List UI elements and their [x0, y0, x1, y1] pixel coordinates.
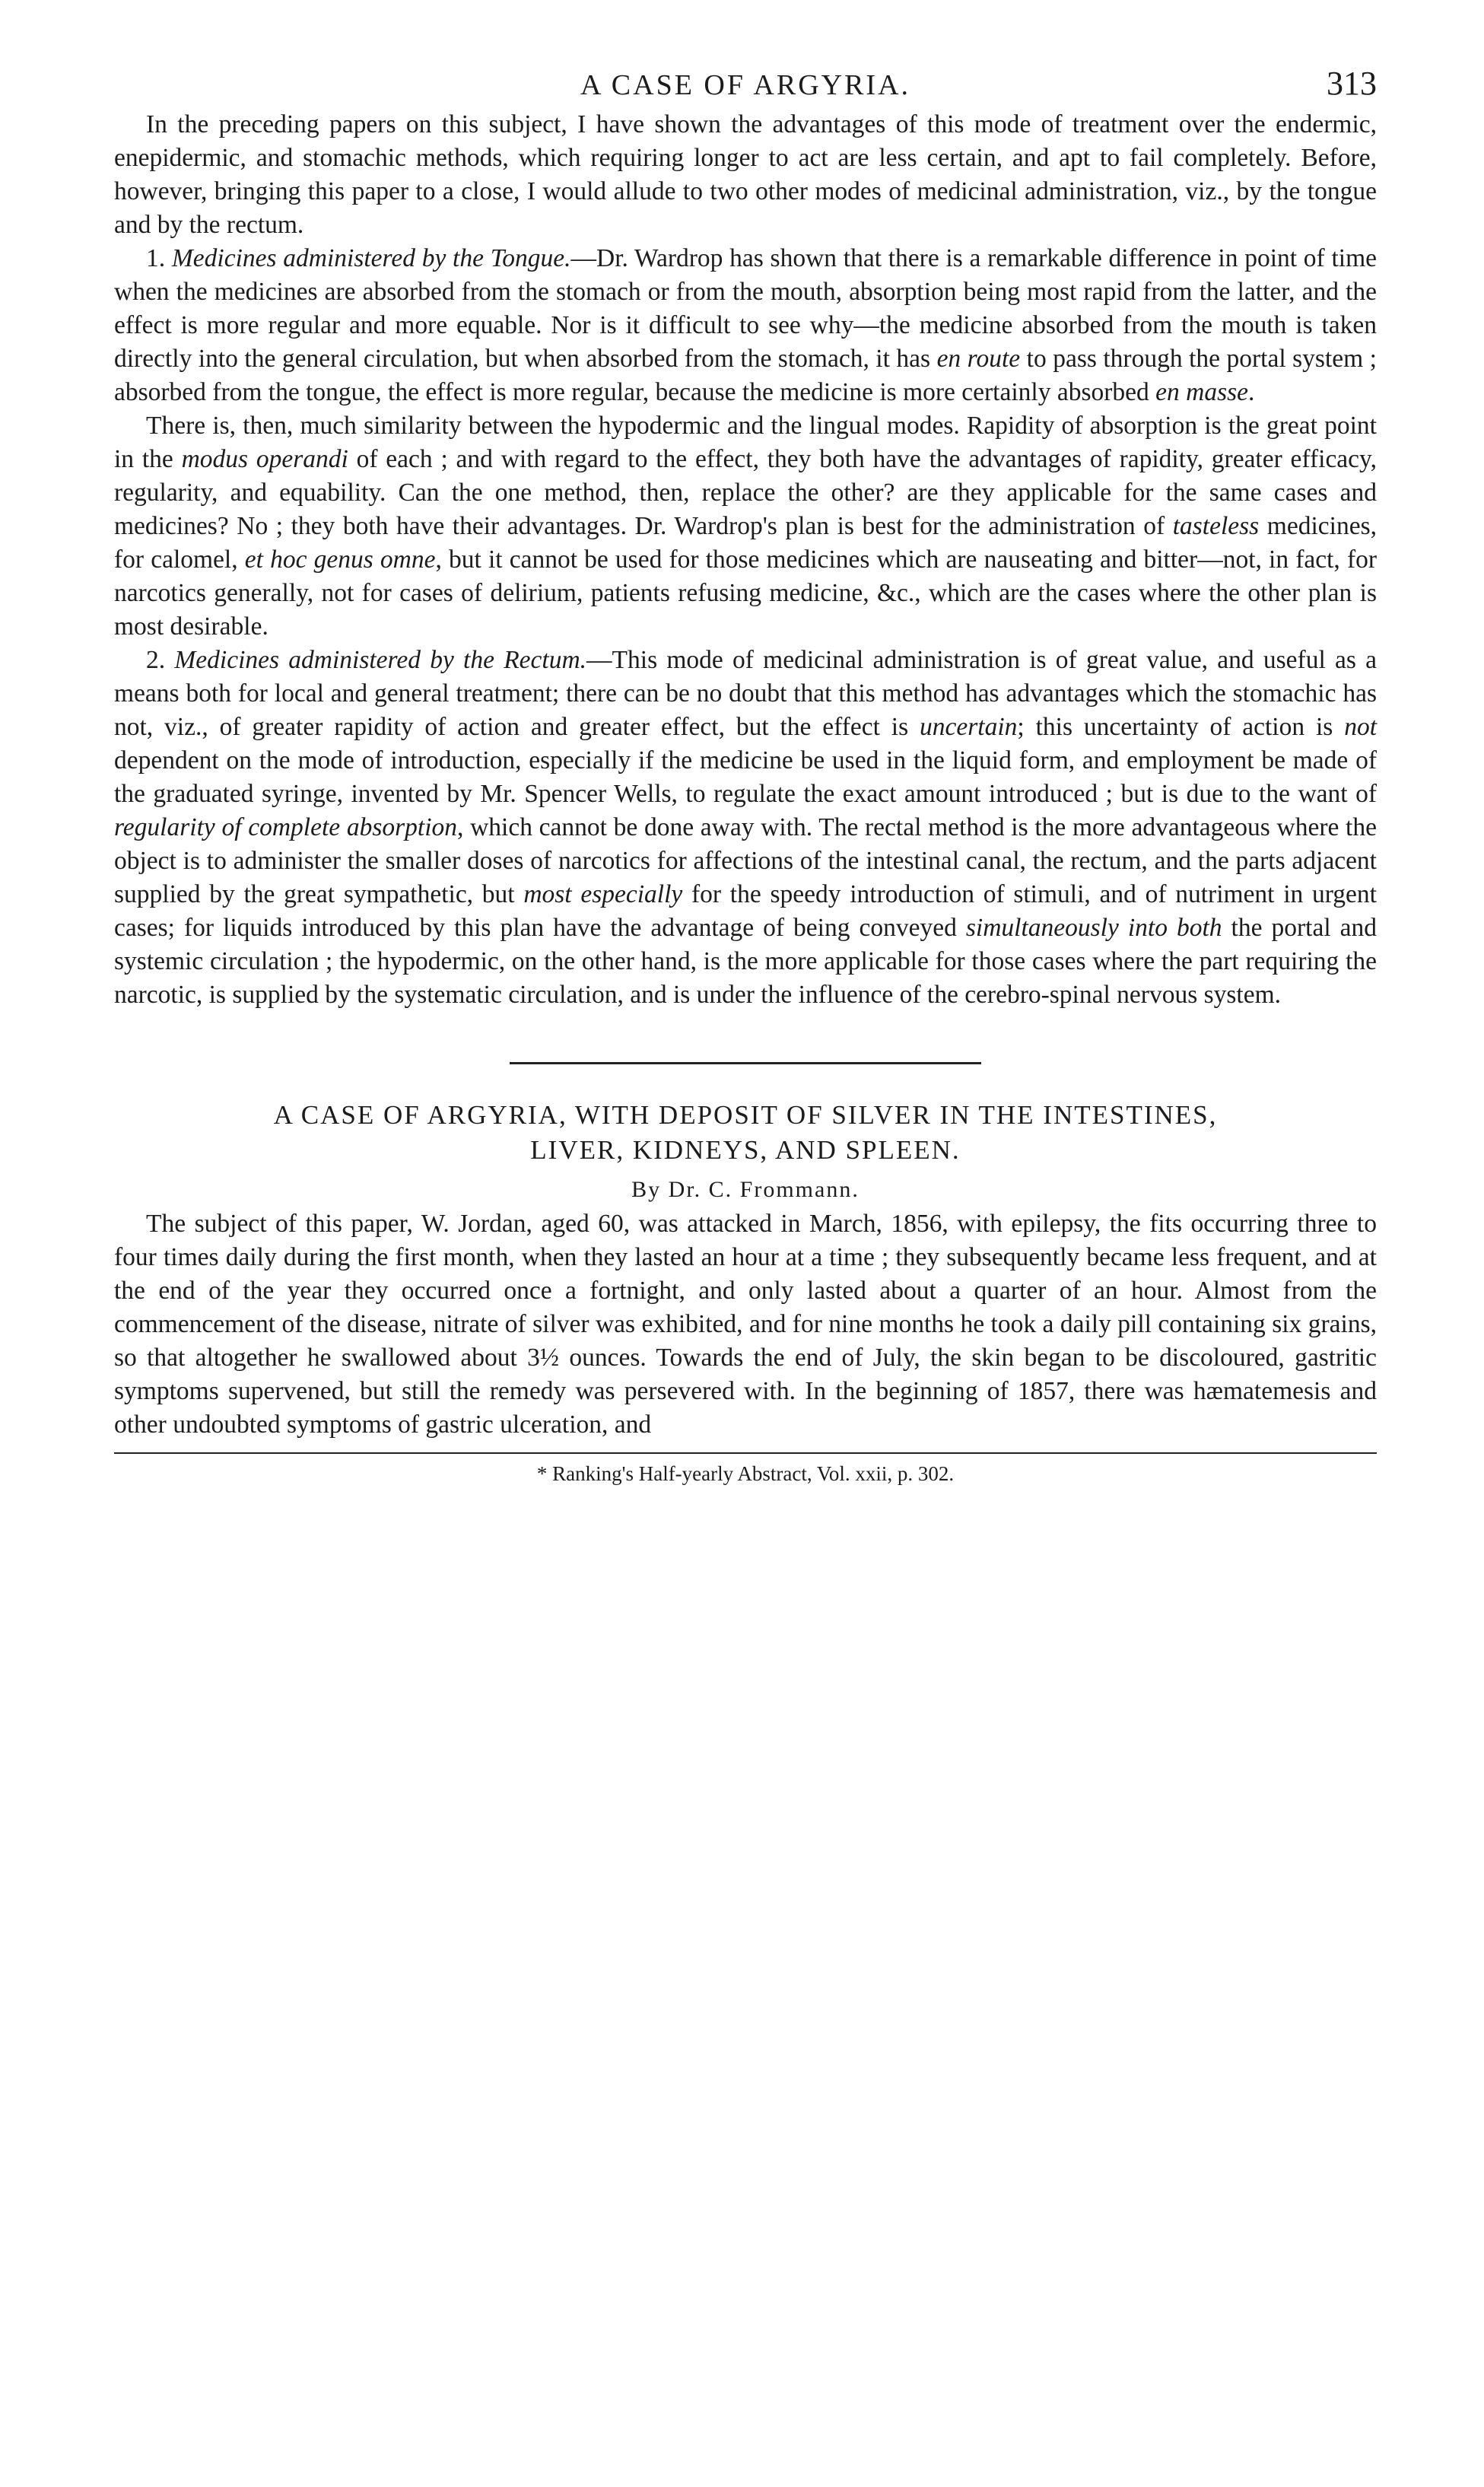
text-span: of each ; and with regard to the effect, they both have the advantages of rapidity, greater efficacy, regularity, and equability. Can the one method, then, replace the other? are they applicable for the same cases and medicines? No ; they both have their advantages. Dr. Wardrop's plan is best for the administration of	[114, 445, 1377, 540]
section-heading: Medicines administered by the Rectum.	[174, 646, 587, 674]
page-number: 313	[1327, 65, 1377, 102]
italic-phrase: most especially	[523, 880, 683, 908]
text-span: There is, then, much similarity between the hypodermic and the lingual modes. Rapidity of absorption is the great point in the	[114, 412, 1377, 473]
paragraph-4	[114, 644, 1377, 1012]
running-header	[114, 53, 1377, 108]
section-heading: Medicines administered by the Tongue.	[171, 244, 571, 272]
running-title: A CASE OF ARGYRIA.	[580, 69, 911, 101]
footnote: * Ranking's Half-yearly Abstract, Vol. xxii, p. 302.	[536, 1462, 955, 1485]
paragraph-3	[114, 409, 1377, 644]
article-title-line-2: LIVER, KIDNEYS, AND SPLEEN.	[530, 1135, 961, 1165]
italic-phrase: regularity of complete absorption	[114, 813, 458, 841]
section-number: 2.	[146, 646, 175, 674]
text-span: for the speedy introduction of stimuli, and of nutriment in urgent cases; for liquids introduced by this plan have the advantage of being conveyed	[114, 880, 1377, 942]
italic-phrase: en route	[936, 345, 1021, 373]
book-page	[114, 53, 1377, 2435]
italic-phrase: tasteless	[1172, 512, 1260, 540]
preceding-article-body	[114, 108, 1377, 1012]
italic-phrase: not	[1344, 713, 1377, 741]
text-span: to pass through the portal system ; absorbed from the tongue, the effect is more regular, because the medicine is more certainly absorbed	[114, 345, 1377, 406]
paragraph-1: In the preceding papers on this subject, I have shown the advantages of this mode of treatment over the endermic, enepidermic, and stomachic methods, which requiring longer to act are less certain, and apt to fail completely. Before, however, bringing this paper to a close, I would allude to two other modes of medicinal administration, viz., by the tongue and by the rectum.	[114, 110, 1377, 239]
section-divider	[510, 1062, 981, 1064]
article-title-line-1: A CASE OF ARGYRIA, WITH DEPOSIT OF SILVER IN THE INTESTINES,	[273, 1100, 1218, 1130]
italic-phrase: uncertain	[920, 713, 1018, 741]
italic-phrase: modus operandi	[181, 445, 348, 473]
text-span: the portal and systemic circulation ; the hypodermic, on the other hand, is the more applicable for those cases where the part requiring the narcotic, is supplied by the systematic circulation, and is under the influence of the cerebro-spinal nervous system.	[114, 914, 1378, 1009]
text-span: dependent on the mode of introduction, especially if the medicine be used in the liquid form, and employment be made of the graduated syringe, invented by Mr. Spencer Wells, to regulate the exact amount introduced ; but is due to the want of	[114, 746, 1377, 808]
text-span: , but it cannot be used for those medicines which are nauseating and bitter—not, in fact, for narcotics generally, not for cases of delirium, patients refusing medicine, &c., which are the cases where the other plan is most desirable.	[114, 545, 1378, 641]
article-paragraph-1: The subject of this paper, W. Jordan, aged 60, was attacked in March, 1856, with epilepsy, the fits occurring three to four times daily during the first month, when they lasted an hour at a time ; they subsequently became less frequent, and at the end of the year they occurred once a fortnight, and only lasted about a quarter of an hour. Almost from the commencement of the disease, nitrate of silver was exhibited, and for nine months he took a daily pill containing six grains, so that altogether he swallowed about 3½ ounces. Towards the end of July, the skin began to be discoloured, gastritic symptoms supervened, but still the remedy was persevered with. In the beginning of 1857, there was hæmatemesis and other undoubted symptoms of gastric ulceration, and	[114, 1210, 1377, 1439]
section-number: 1.	[146, 244, 172, 272]
text-span: ; this uncertainty of action is	[1017, 713, 1345, 741]
italic-phrase: simultaneously into both	[965, 914, 1222, 942]
italic-phrase: et hoc genus omne	[244, 545, 436, 574]
text-span: , which cannot be done away with. The rectal method is the more advantageous where the object is to administer the smaller doses of narcotics for affections of the intestinal canal, the rectum, and the parts adjacent supplied by the great sympathetic, but	[114, 813, 1377, 908]
footnote-rule	[114, 1452, 1377, 1454]
text-span: .	[1248, 378, 1255, 406]
article-author: By Dr. C. Frommann.	[631, 1177, 860, 1202]
text-span: —This mode of medicinal administration is of great value, and useful as a means both for local and general treatment; there can be no doubt that this method has advantages which the stomachic has not, viz., of greater rapidity of action and greater effect, but the effect is	[114, 646, 1378, 741]
text-span: —Dr. Wardrop has shown that there is a remarkable difference in point of time when the medicines are absorbed from the stomach or from the mouth, absorption being most rapid from the latter, and the effect is more regular and more equable. Nor is it difficult to see why—the medicine absorbed from the mouth is taken directly into the general circulation, but when absorbed from the stomach, it has	[114, 244, 1377, 373]
article-body	[114, 1207, 1377, 1442]
article-heading	[114, 1098, 1377, 1206]
text-span: medicines, for calomel,	[114, 512, 1377, 574]
paragraph-2	[114, 242, 1377, 409]
italic-phrase: en masse	[1155, 378, 1249, 406]
